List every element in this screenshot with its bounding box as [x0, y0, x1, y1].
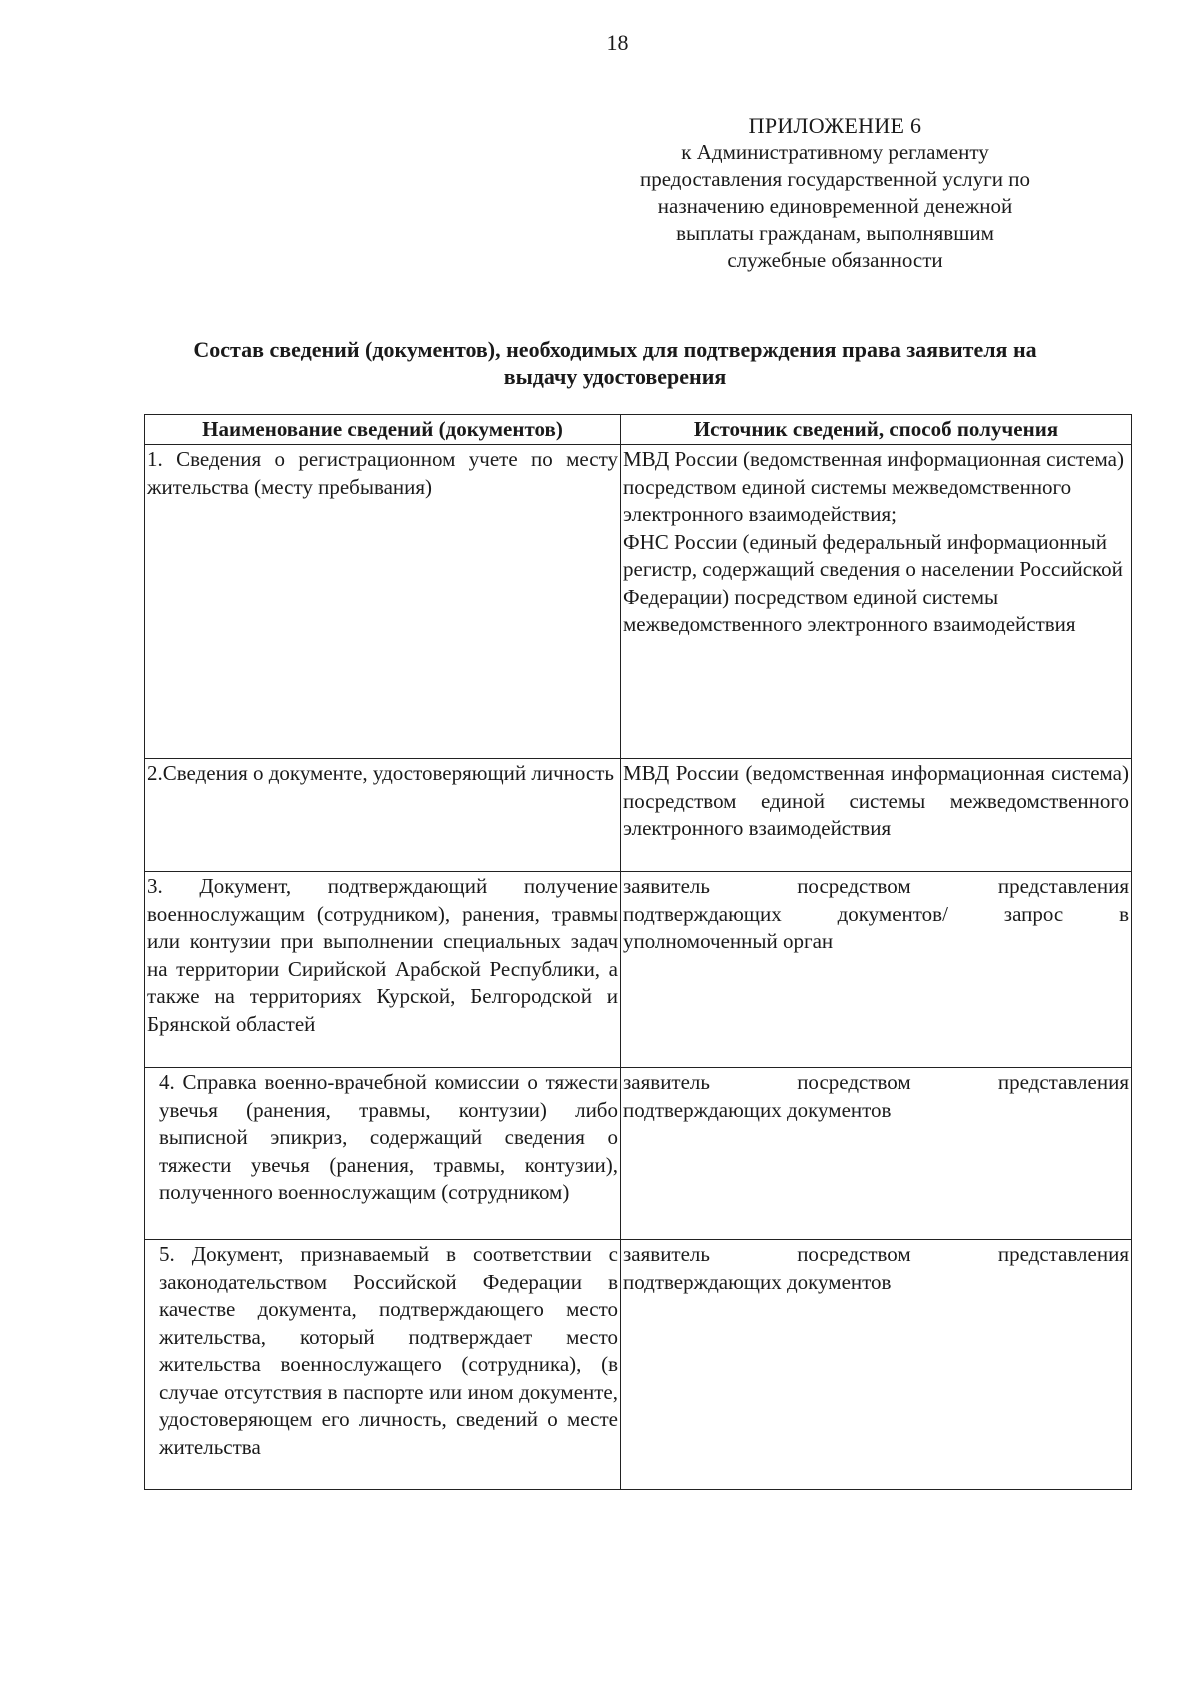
- appendix-line: назначению единовременной денежной: [657, 194, 1013, 218]
- table-row: [145, 1068, 1132, 1240]
- source-paragraph: ФНС России (единый федеральный информационный регистр, содержащий сведения о населении Российской Федерации) посредством единой системы межведомственного электронного взаимодействия: [623, 529, 1123, 636]
- appendix-line: служебные обязанности: [727, 248, 943, 272]
- table-header-row: [145, 415, 1132, 445]
- table-row: [145, 759, 1132, 872]
- source-paragraph: заявитель посредством представления подтверждающих документов: [623, 1242, 1129, 1294]
- page-number: 18: [606, 30, 629, 55]
- source-paragraph: заявитель посредством представления подтверждающих документов: [623, 1070, 1129, 1122]
- source-paragraph: заявитель посредством представления подтверждающих документов/ запрос в уполномоченный орган: [623, 874, 1129, 953]
- document-title: [130, 336, 1100, 390]
- source-paragraph: МВД России (ведомственная информационная система) посредством единой системы межведомственного электронного взаимодействия: [623, 761, 1129, 840]
- document-name-cell: 4. Справка военно-врачебной комиссии о тяжести увечья (ранения, травмы, контузии) либо выписной эпикриз, содержащий сведения о тяжести увечья (ранения, травмы, контузии), полученного военнослужащим (сотрудником): [145, 1068, 621, 1240]
- appendix-line: выплаты гражданам, выполнявшим: [676, 221, 994, 245]
- column-header-source: Источник сведений, способ получения: [621, 415, 1132, 445]
- appendix-line: предоставления государственной услуги по: [640, 167, 1030, 191]
- appendix-header: [600, 112, 1070, 274]
- table-row: [145, 1240, 1132, 1490]
- document-source-cell: [621, 445, 1132, 759]
- table-row: [145, 445, 1132, 759]
- document-name-cell: 2.Сведения о документе, удостоверяющий личность: [145, 759, 621, 872]
- appendix-title: ПРИЛОЖЕНИЕ 6: [748, 113, 922, 138]
- source-paragraph: МВД России (ведомственная информационная система) посредством единой системы межведомственного электронного взаимодействия;: [623, 447, 1124, 526]
- document-name-cell: 1. Сведения о регистрационном учете по месту жительства (месту пребывания): [145, 445, 621, 759]
- column-header-name: Наименование сведений (документов): [145, 415, 621, 445]
- document-source-cell: [621, 1068, 1132, 1240]
- documents-table: [144, 414, 1132, 1490]
- document-source-cell: [621, 759, 1132, 872]
- document-name-cell: 5. Документ, признаваемый в соответствии с законодательством Российской Федерации в качестве документа, подтверждающего место жительства, который подтверждает место жительства военнослужащего (сотрудника), (в случае отсутствия в паспорте или ином документе, удостоверяющем его личность, сведений о месте жительства: [145, 1240, 621, 1490]
- table-row: [145, 872, 1132, 1068]
- document-title-line: выдачу удостоверения: [503, 364, 727, 389]
- document-source-cell: [621, 872, 1132, 1068]
- document-source-cell: [621, 1240, 1132, 1490]
- document-title-line: Состав сведений (документов), необходимых для подтверждения права заявителя на: [193, 337, 1037, 362]
- document-name-cell: 3. Документ, подтверждающий получение военнослужащим (сотрудником), ранения, травмы или контузии при выполнении специальных задач на территории Сирийской Арабской Республики, а также на территориях Курской, Белгородской и Брянской областей: [145, 872, 621, 1068]
- appendix-line: к Административному регламенту: [681, 140, 989, 164]
